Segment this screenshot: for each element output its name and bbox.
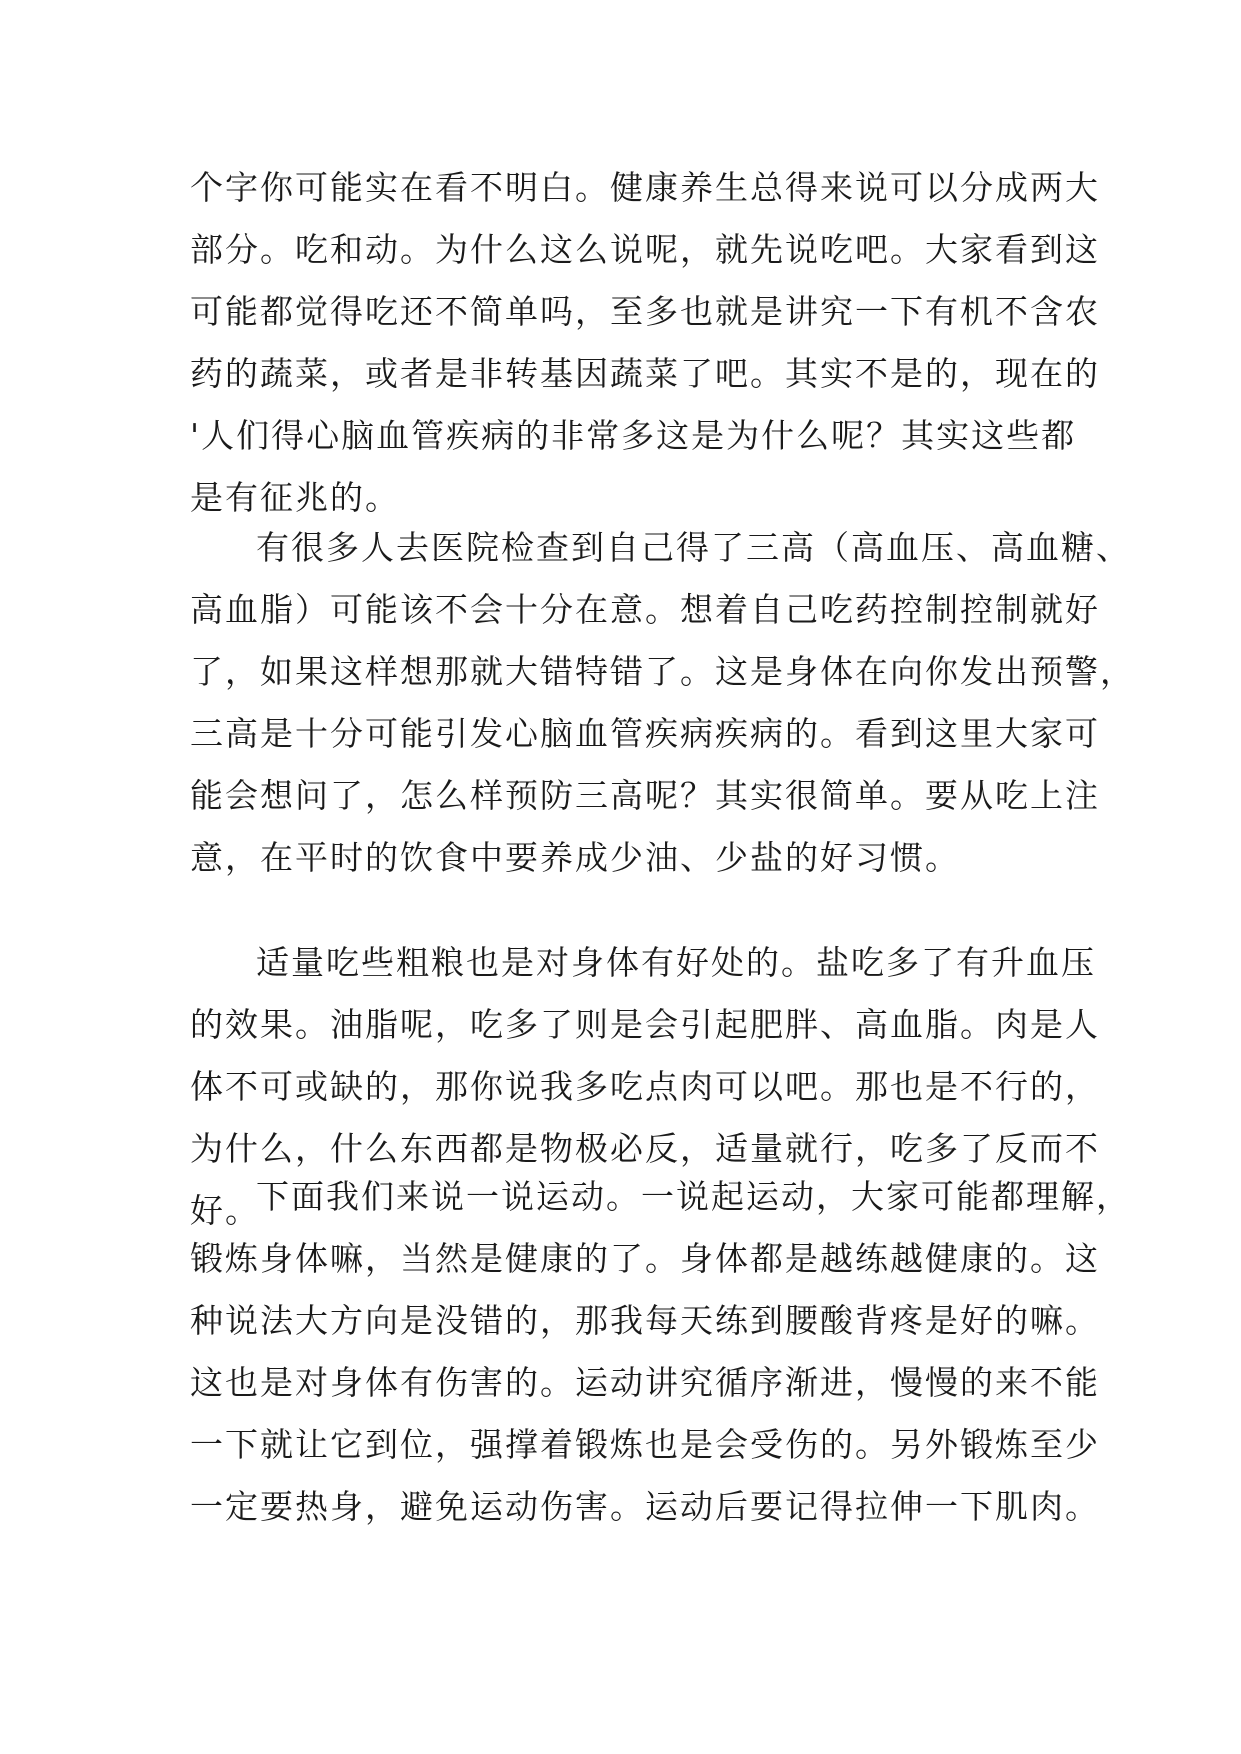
- paragraph-line: 体不可或缺的，那你说我多吃点肉可以吧。那也是不行的，: [190, 1067, 1100, 1106]
- paragraph-line: 了，如果这样想那就大错特错了。这是身体在向你发出预警，: [190, 652, 1135, 691]
- paragraph-line: 药的蔬菜，或者是非转基因蔬菜了吧。其实不是的，现在的: [190, 354, 1100, 393]
- paragraph-line: 好。: [190, 1191, 260, 1230]
- paragraph-line: 高血脂）可能该不会十分在意。想着自己吃药控制控制就好: [190, 590, 1100, 629]
- paragraph-line: 这也是对身体有伤害的。运动讲究循序渐进，慢慢的来不能: [190, 1363, 1100, 1402]
- paragraph-line: 部分。吃和动。为什么这么说呢，就先说吃吧。大家看到这: [190, 230, 1100, 269]
- paragraph-line: 适量吃些粗粮也是对身体有好处的。盐吃多了有升血压: [256, 943, 1096, 982]
- paragraph-line: 有很多人去医院检查到自己得了三高（高血压、高血糖、: [256, 528, 1131, 567]
- paragraph-line: 个字你可能实在看不明白。健康养生总得来说可以分成两大: [190, 168, 1100, 207]
- paragraph-line: 能会想问了，怎么样预防三高呢？其实很简单。要从吃上注: [190, 776, 1100, 815]
- paragraph-1: [190, 157, 1100, 529]
- paragraph-line: 种说法大方向是没错的，那我每天练到腰酸背疼是好的嘛。: [190, 1301, 1100, 1340]
- paragraph-line: 可能都觉得吃还不简单吗，至多也就是讲究一下有机不含农: [190, 292, 1100, 331]
- paragraph-line: 为什么，什么东西都是物极必反，适量就行，吃多了反而不: [190, 1129, 1100, 1168]
- paragraph-4: [190, 1166, 1131, 1538]
- paragraph-line: 一定要热身，避免运动伤害。运动后要记得拉伸一下肌肉。: [190, 1487, 1100, 1526]
- paragraph-line: 一下就让它到位，强撑着锻炼也是会受伤的。另外锻炼至少: [190, 1425, 1100, 1464]
- paragraph-line: '人们得心脑血管疾病的非常多这是为什么呢？其实这些都: [190, 416, 1077, 455]
- paragraph-line: 意，在平时的饮食中要养成少油、少盐的好习惯。: [190, 838, 960, 877]
- paragraph-line: 是有征兆的。: [190, 478, 400, 517]
- paragraph-line: 锻炼身体嘛，当然是健康的了。身体都是越练越健康的。这: [190, 1239, 1100, 1278]
- paragraph-line: 下面我们来说一说运动。一说起运动，大家可能都理解，: [256, 1177, 1131, 1216]
- paragraph-line: 三高是十分可能引发心脑血管疾病疾病的。看到这里大家可: [190, 714, 1100, 753]
- paragraph-2: [190, 517, 1135, 889]
- paragraph-line: 的效果。油脂呢，吃多了则是会引起肥胖、高血脂。肉是人: [190, 1005, 1100, 1044]
